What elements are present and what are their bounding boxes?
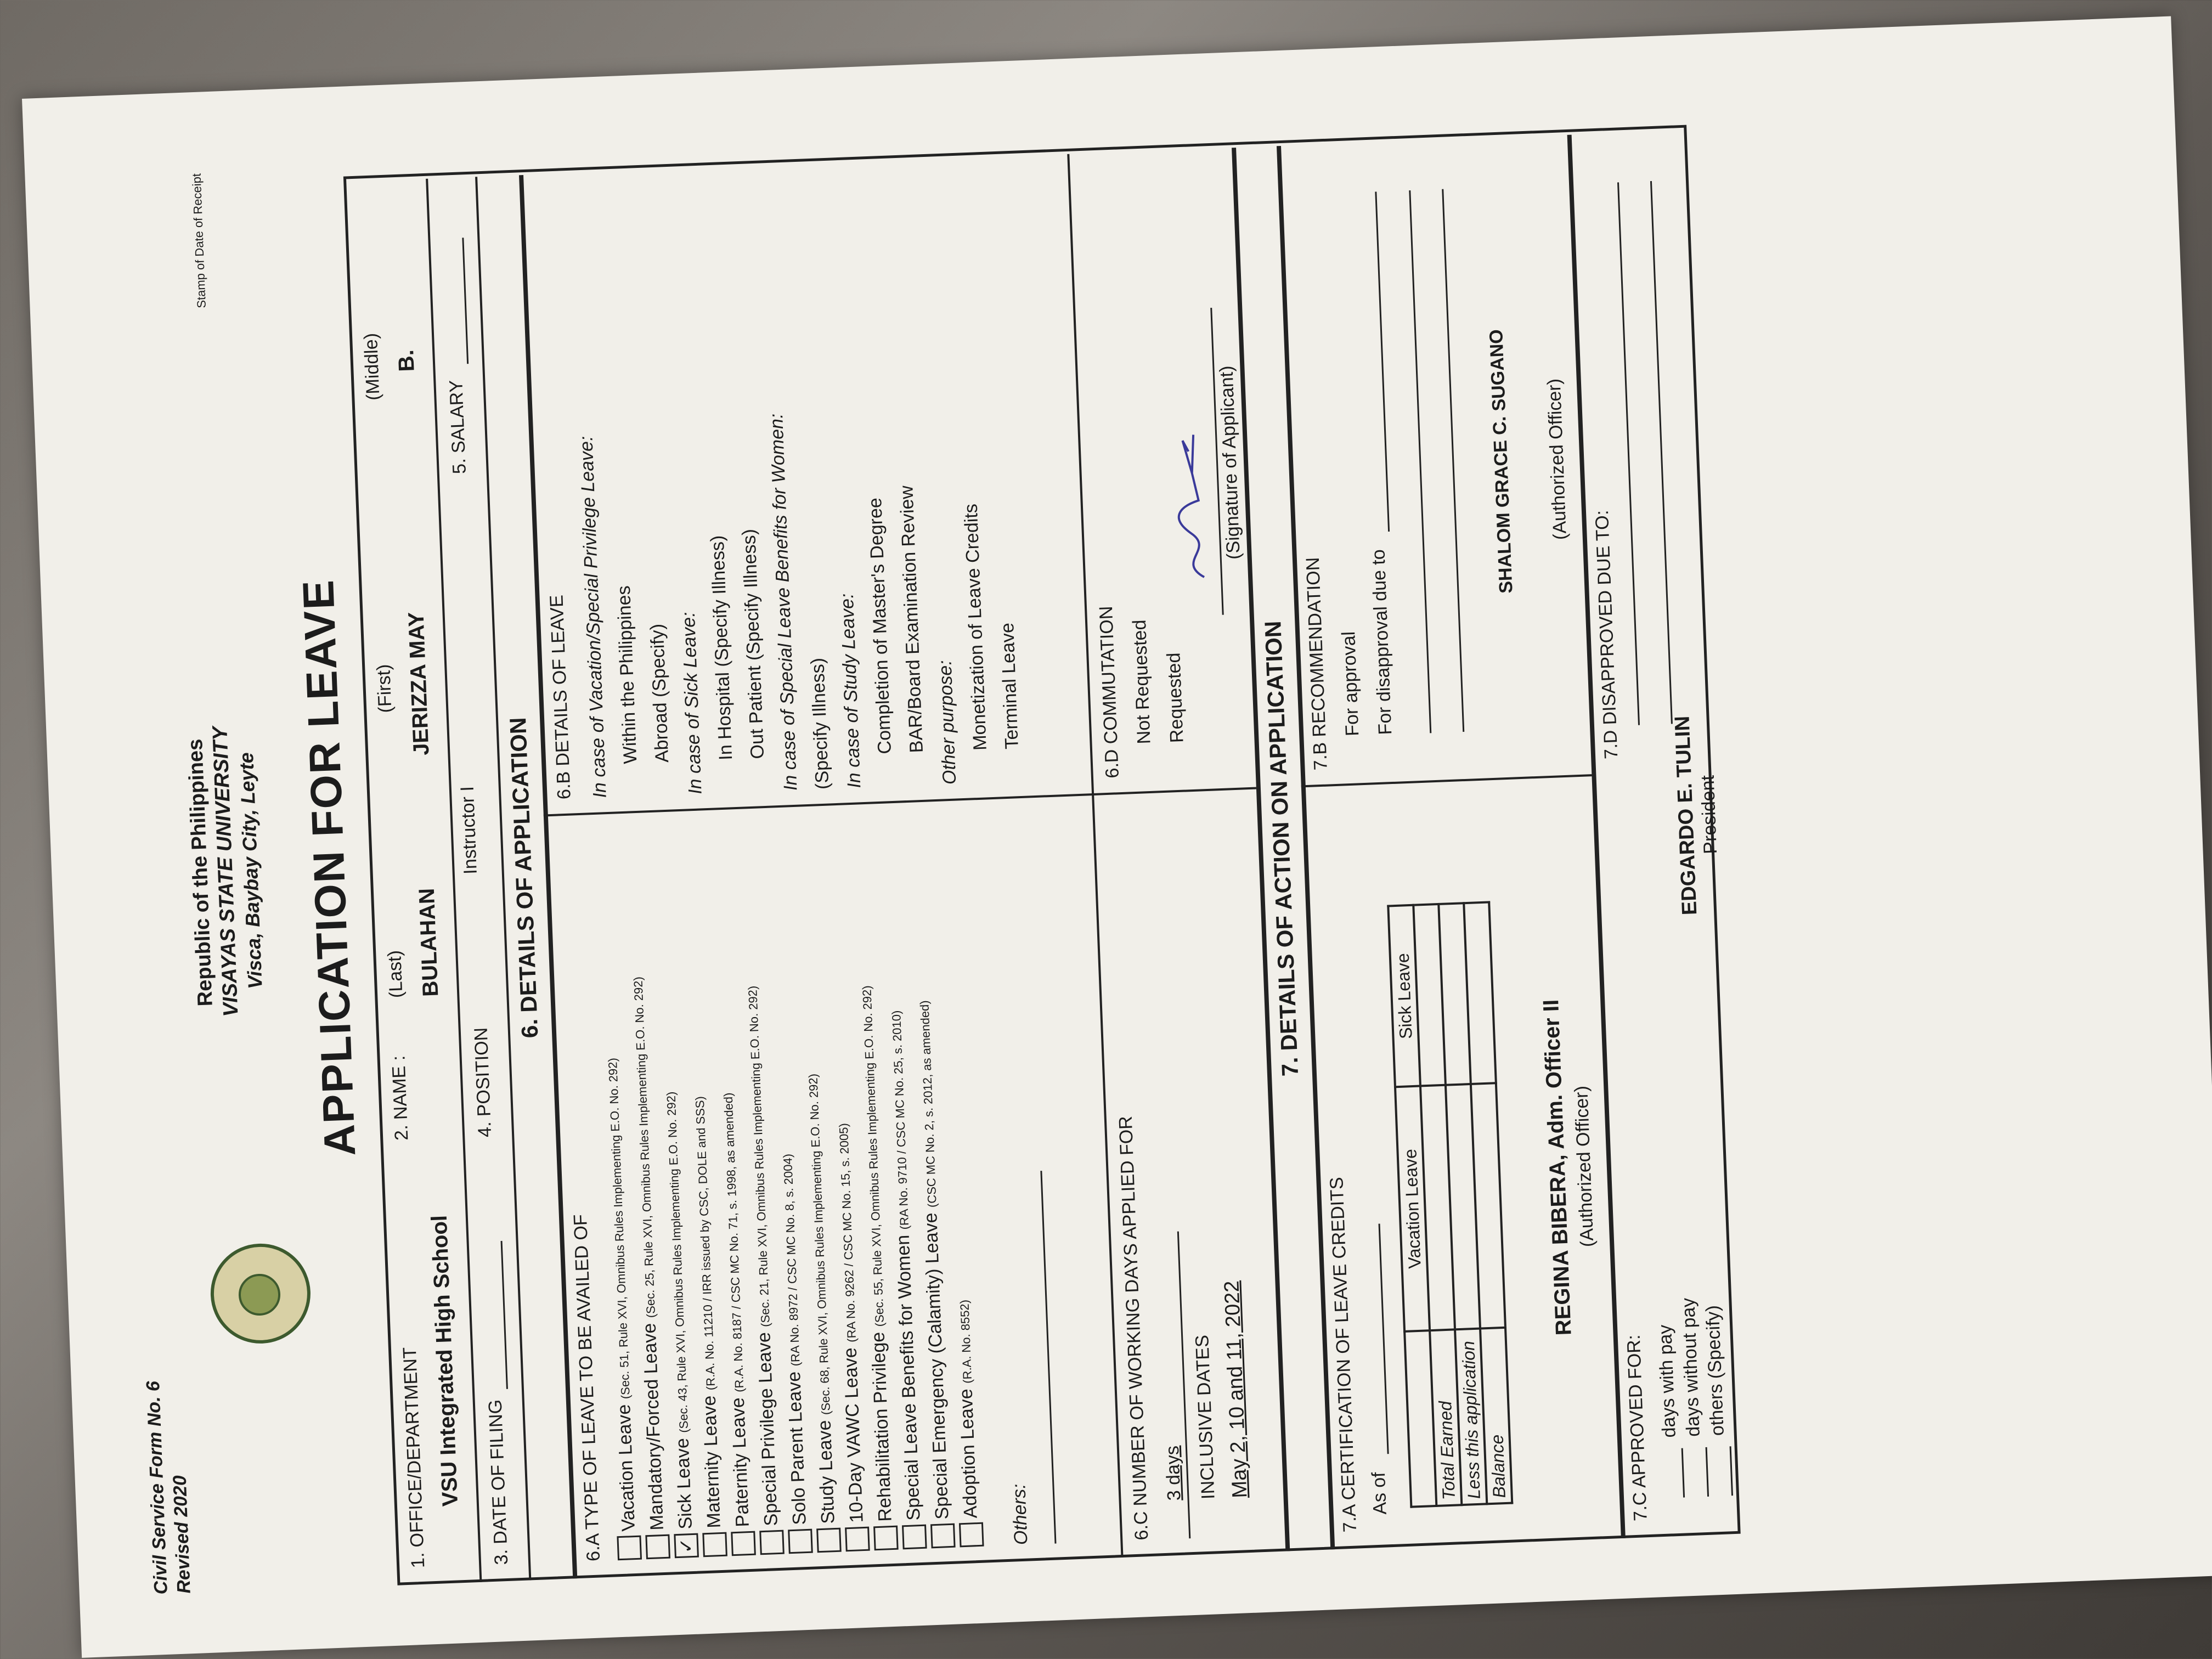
- header-line1: Republic of the Philippines: [184, 738, 217, 1007]
- inclusive-dates-label: INCLUSIVE DATES: [1192, 1334, 1219, 1500]
- disapproval-option[interactable]: For disapproval due to: [1368, 549, 1396, 736]
- section6a-title: 6.A TYPE OF LEAVE TO BE AVAILED OF: [569, 1214, 605, 1562]
- header-line3: Visca, Baybay City, Leyte: [235, 752, 267, 990]
- leave-type-checkbox[interactable]: [759, 1530, 785, 1555]
- leave-type-checkbox[interactable]: [788, 1529, 813, 1554]
- leave-detail-item: In case of Sick Leave:: [678, 611, 706, 795]
- leave-type-reference: (Sec. 21, Rule XVI, Omnibus Rules Implementing E.O. No. 292): [746, 985, 772, 1328]
- leave-detail-item[interactable]: Out Patient (Specify Illness): [738, 528, 769, 760]
- form-id: Civil Service Form No. 6: [142, 1380, 172, 1595]
- middle-label: (Middle): [360, 332, 384, 401]
- leave-type-reference: (RA No. 9710 / CSC MC No. 25, s. 2010): [889, 1010, 912, 1230]
- applicant-signature-icon: [1165, 417, 1221, 584]
- leave-type-checkbox[interactable]: ✓: [674, 1533, 699, 1559]
- officer-b-name: SHALOM GRACE C. SUGANO: [1486, 329, 1517, 594]
- col-vacation: Vacation Leave: [1395, 1086, 1430, 1331]
- leave-type-name: Adoption Leave: [955, 1388, 981, 1519]
- leave-detail-item[interactable]: Within the Philippines: [613, 585, 641, 765]
- approved-item: others (Specify): [1702, 1305, 1728, 1436]
- approved-item: days without pay: [1678, 1297, 1704, 1437]
- leave-type-name: Solo Parent Leave: [783, 1371, 810, 1526]
- leave-type-checkbox[interactable]: [731, 1531, 756, 1556]
- name-label: 2. NAME :: [388, 1055, 413, 1141]
- leave-type-reference: (RA No. 8972 / CSC MC No. 8, s. 2004): [780, 1153, 803, 1367]
- leave-type-reference: (Sec. 43, Rule XVI, Omnibus Rules Implementing E.O. No. 292): [664, 1091, 691, 1434]
- leave-type-reference: (Sec. 25, Rule XVI, Omnibus Rules Implementing E.O. No. 292): [631, 976, 658, 1318]
- leave-type-reference: (R.A. No. 8187 / CSC MC No. 71, s. 1998, as amended): [721, 1092, 747, 1393]
- row-label: Total Earned: [1430, 1329, 1462, 1506]
- section6c-title: 6.C NUMBER OF WORKING DAYS APPLIED FOR: [1115, 1115, 1153, 1541]
- inclusive-dates-value[interactable]: May 2, 10 and 11, 2022: [1220, 1280, 1252, 1499]
- leave-type-reference: (R.A. No. 8552): [957, 1299, 975, 1384]
- approval-option[interactable]: For approval: [1338, 631, 1363, 737]
- middle-name-value[interactable]: B.: [394, 349, 419, 373]
- leave-detail-item[interactable]: Terminal Leave: [997, 622, 1023, 750]
- first-label: (First): [373, 663, 396, 714]
- not-requested-option[interactable]: Not Requested: [1128, 619, 1155, 745]
- others-label: Others:: [1008, 1483, 1032, 1545]
- leave-type-reference: (RA No. 9262 / CSC MC No. 15, s. 2005): [836, 1122, 859, 1343]
- approved-item: days with pay: [1655, 1324, 1680, 1438]
- date-filing-label: 3. DATE OF FILING: [484, 1399, 512, 1566]
- row-label: Balance: [1480, 1328, 1512, 1504]
- section7a-title: 7.A CERTIFICATION OF LEAVE CREDITS: [1326, 1176, 1361, 1533]
- leave-type-checkbox[interactable]: [959, 1522, 984, 1548]
- leave-type-reference: (CSC MC No. 2, s. 2012, as amended): [917, 1000, 939, 1208]
- section7c-title: 7.C APPROVED FOR:: [1623, 1334, 1651, 1522]
- leave-type-name: Maternity Leave: [698, 1395, 725, 1529]
- col-sick: Sick Leave: [1388, 905, 1420, 1087]
- section7d-title: 7.D DISAPPROVED DUE TO:: [1591, 510, 1622, 760]
- position-label: 4. POSITION: [470, 1027, 496, 1138]
- leave-type-name: Rehabilitation Privilege: [867, 1331, 896, 1522]
- signature-label: (Signature of Applicant): [1216, 365, 1244, 560]
- leave-detail-item: Other purpose:: [934, 659, 961, 785]
- last-name-value[interactable]: BULAHAN: [414, 888, 443, 997]
- officer-a-role: (Authorized Officer): [1571, 1085, 1598, 1248]
- leave-type-reference: (Sec. 68, Rule XVI, Omnibus Rules Implementing E.O. No. 292): [806, 1073, 833, 1415]
- section7b-title: 7.B RECOMMENDATION: [1302, 557, 1331, 771]
- leave-detail-item: In case of Study Leave:: [836, 592, 865, 789]
- office-value[interactable]: VSU Integrated High School: [427, 1215, 463, 1507]
- leave-detail-item[interactable]: Abroad (Specify): [646, 623, 673, 763]
- section6d-title: 6.D COMMUTATION: [1095, 605, 1123, 779]
- leave-detail-item[interactable]: Monetization of Leave Credits: [960, 503, 991, 751]
- leave-type-name: Paternity Leave: [727, 1397, 753, 1528]
- paper-sheet: [22, 16, 2212, 1658]
- leave-type-name: Special Emergency (Calamity) Leave: [920, 1212, 953, 1520]
- leave-detail-item: In case of Special Leave Benefits for Women:: [766, 413, 802, 791]
- officer-a-name: REGINA BIBERA, Adm. Officer II: [1539, 999, 1576, 1336]
- office-label: 1. OFFICE/DEPARTMENT: [399, 1346, 429, 1568]
- leave-detail-item: In case of Vacation/Special Privilege Leave:: [575, 435, 611, 799]
- leave-detail-item[interactable]: In Hospital (Specify Illness): [707, 535, 737, 761]
- leave-type-name: Study Leave: [814, 1419, 839, 1525]
- leave-type-checkbox[interactable]: [930, 1523, 956, 1549]
- last-label: (Last): [384, 950, 407, 998]
- leave-form: [22, 16, 2212, 1658]
- leave-type-checkbox[interactable]: [902, 1525, 927, 1550]
- president-title: President: [1697, 775, 1722, 855]
- section7-title: 7. DETAILS OF ACTION ON APPLICATION: [1260, 620, 1304, 1077]
- leave-type-checkbox[interactable]: [617, 1536, 642, 1561]
- leave-type-checkbox[interactable]: [816, 1528, 842, 1553]
- leave-type-name: 10-Day VAWC Leave: [839, 1347, 867, 1523]
- leave-type-name: Vacation Leave: [613, 1404, 640, 1532]
- stamp-label: Stamp of Date of Receipt: [189, 173, 208, 309]
- leave-type-reference: (Sec. 51, Rule XVI, Omnibus Rules Implementing E.O. No. 292): [605, 1057, 633, 1400]
- leave-type-name: Special Leave Benefits for Women: [892, 1234, 924, 1521]
- header-line2: VISAYAS STATE UNIVERSITY: [208, 726, 243, 1018]
- position-value[interactable]: Instructor I: [456, 786, 481, 875]
- leave-detail-item[interactable]: (Specify Illness): [807, 657, 833, 790]
- section6b-title: 6.B DETAILS OF LEAVE: [546, 594, 575, 800]
- working-days-value[interactable]: 3 days: [1161, 1445, 1185, 1501]
- requested-option[interactable]: Requested: [1163, 652, 1188, 743]
- leave-type-checkbox[interactable]: [702, 1532, 727, 1558]
- leave-type-reference: (Sec. 55, Rule XVI, Omnibus Rules Implementing E.O. No. 292): [860, 985, 887, 1327]
- as-of-label: As of: [1368, 1471, 1391, 1515]
- row-label: Less this application: [1455, 1329, 1487, 1505]
- officer-b-role: (Authorized Officer): [1543, 378, 1571, 540]
- leave-type-name: Special Privilege Leave: [753, 1331, 782, 1527]
- leave-type-name: Sick Leave: [672, 1437, 696, 1530]
- leave-type-checkbox[interactable]: [645, 1534, 670, 1560]
- form-title: APPLICATION FOR LEAVE: [294, 578, 365, 1158]
- leave-detail-item[interactable]: Completion of Master's Degree: [865, 497, 895, 755]
- leave-type-checkbox[interactable]: [845, 1527, 870, 1552]
- first-name-value[interactable]: JERIZZA MAY: [404, 611, 434, 756]
- form-revision: Revised 2020: [169, 1475, 195, 1594]
- leave-type-checkbox[interactable]: [873, 1526, 899, 1551]
- president-name: EDGARDO E. TULIN: [1671, 715, 1702, 916]
- salary-label: 5. SALARY: [445, 379, 470, 475]
- leave-type-name: Mandatory/Forced Leave: [639, 1323, 668, 1531]
- leave-type-reference: (R.A. No. 11210 / IRR issued by CSC, DOLE and SSS): [692, 1096, 718, 1391]
- section6-title: 6. DETAILS OF APPLICATION: [504, 716, 543, 1039]
- leave-detail-item[interactable]: BAR/Board Examination Review: [896, 485, 927, 753]
